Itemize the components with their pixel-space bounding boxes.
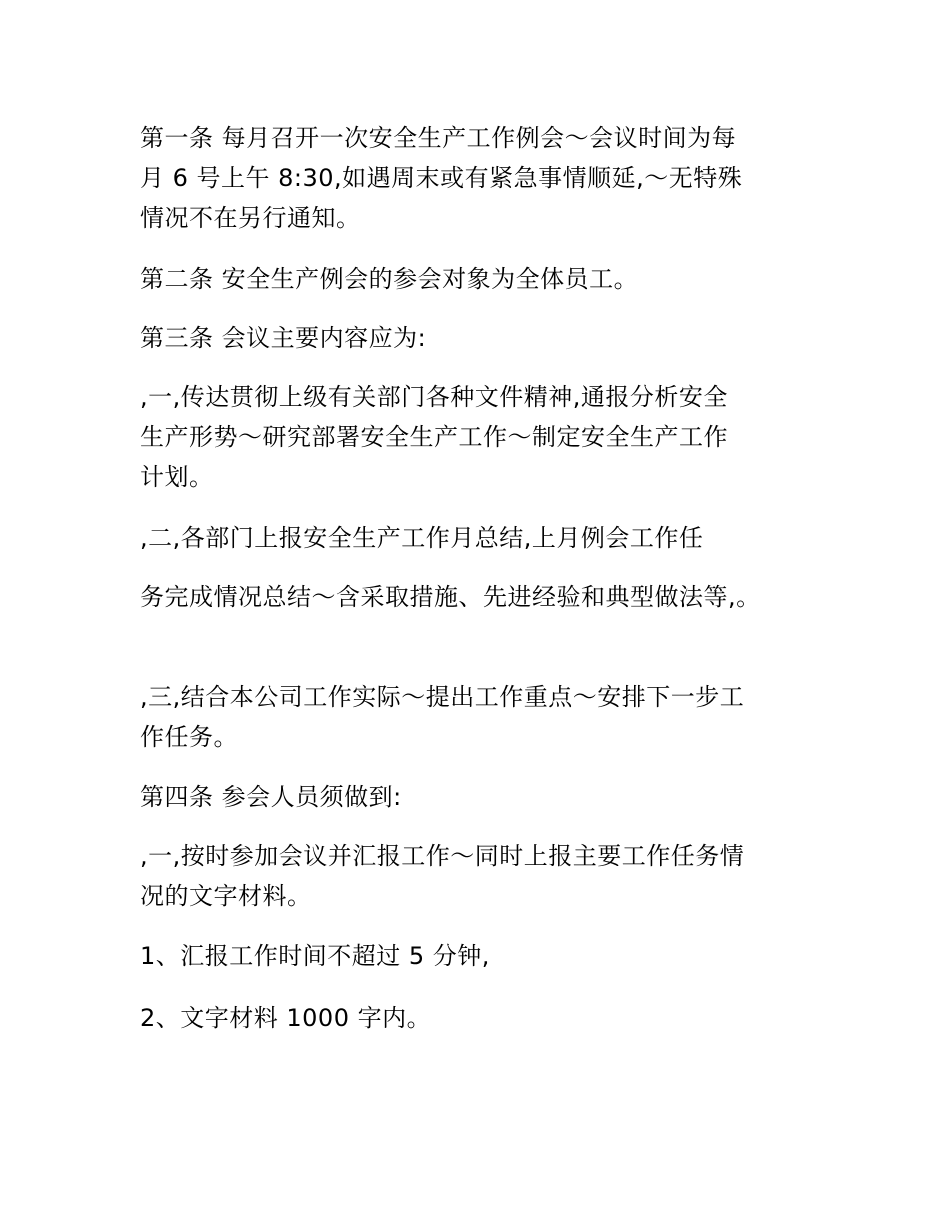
text-line: 况的文字材料。	[140, 882, 312, 910]
text-line: 生产形势～研究部署安全生产工作～制定安全生产工作	[140, 423, 728, 451]
paragraph-article-4	[140, 777, 820, 817]
paragraph-article-3-item-3	[140, 677, 820, 757]
text-line: 2、文字材料 1000 字内。	[140, 1004, 432, 1032]
text-line: 第二条 安全生产例会的参会对象为全体员工。	[140, 265, 639, 293]
text-line: 第三条 会议主要内容应为:	[140, 324, 427, 352]
paragraph-article-3-item-1	[140, 377, 820, 497]
paragraph-article-4-point-2	[140, 998, 820, 1038]
text-line: 第四条 参会人员须做到:	[140, 783, 402, 811]
text-line: ,三,结合本公司工作实际～提出工作重点～安排下一步工	[140, 683, 745, 711]
paragraph-article-3-item-2a	[140, 518, 820, 558]
text-line: 1、汇报工作时间不超过 5 分钟,	[140, 942, 490, 970]
text-line: ,一,按时参加会议并汇报工作～同时上报主要工作任务情	[140, 842, 745, 870]
text-line: 作任务。	[140, 723, 238, 751]
paragraph-article-1	[140, 118, 820, 238]
text-line: 情况不在另行通知。	[140, 204, 361, 232]
paragraph-article-3	[140, 318, 820, 358]
text-line: 第一条 每月召开一次安全生产工作例会～会议时间为每	[140, 124, 737, 152]
paragraph-article-2	[140, 259, 820, 299]
text-line: 务完成情况总结～含采取措施、先进经验和典型做法等,。	[140, 583, 761, 611]
paragraph-article-4-point-1	[140, 936, 820, 976]
paragraph-article-4-item-1	[140, 836, 820, 916]
paragraph-article-3-item-2b	[140, 577, 820, 617]
text-line: ,一,传达贯彻上级有关部门各种文件精神,通报分析安全	[140, 383, 728, 411]
text-line: 月 6 号上午 8:30,如遇周末或有紧急事情顺延,～无特殊	[140, 164, 743, 192]
text-line: ,二,各部门上报安全生产工作月总结,上月例会工作任	[140, 524, 704, 552]
text-line: 计划。	[140, 463, 214, 491]
